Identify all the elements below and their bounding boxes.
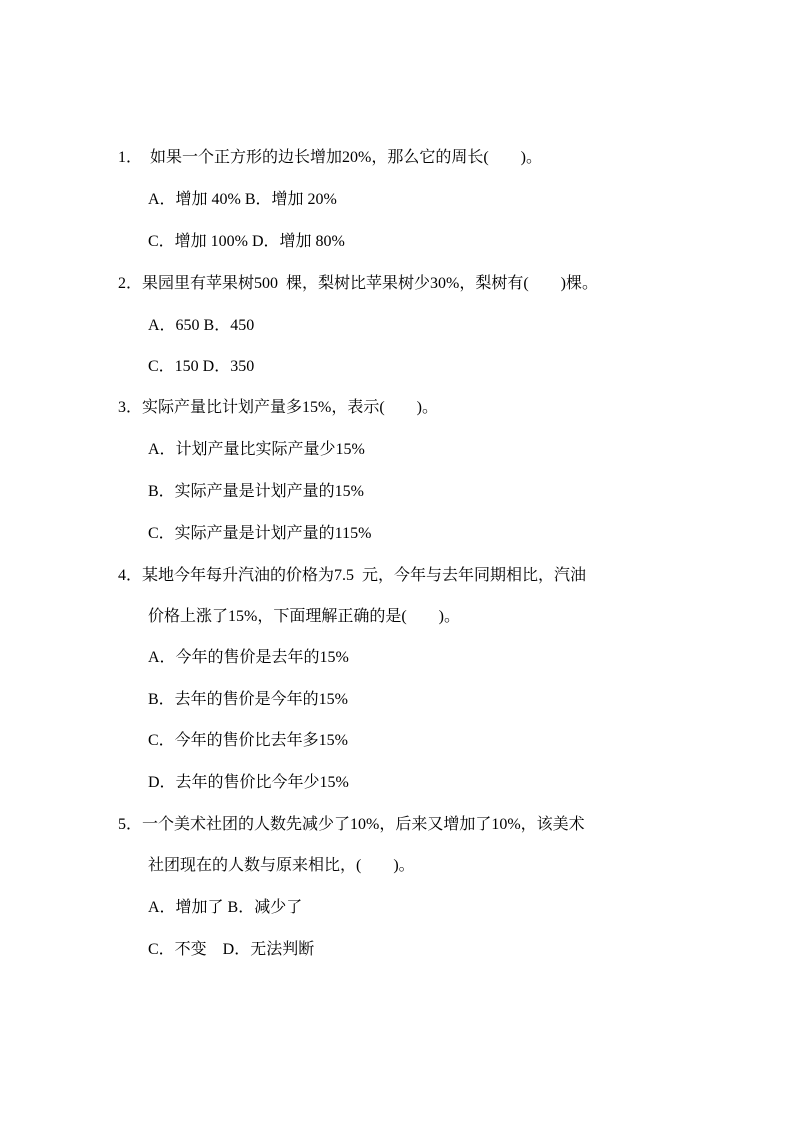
question-5-stem-line-1: 5．一个美术社团的人数先减少了10%，后来又增加了10%，该美术 [118, 816, 585, 833]
question-2-stem: 2．果园里有苹果树500 棵，梨树比苹果树少30%，梨树有( )棵。 [118, 275, 598, 292]
question-1-options-line-2: C．增加 100% D．增加 80% [148, 233, 345, 250]
question-4-stem-line-1: 4．某地今年每升汽油的价格为7.5 元，今年与去年同期相比，汽油 [118, 567, 587, 584]
question-4-option-b: B．去年的售价是今年的15% [148, 691, 349, 708]
question-4-option-d: D．去年的售价比今年少15% [148, 774, 349, 791]
question-5-options-line-2: C．不变 D．无法判断 [148, 941, 315, 958]
question-2-options-line-2: C．150 D．350 [148, 358, 255, 375]
question-5-stem-line-2: 社团现在的人数与原来相比，( )。 [148, 857, 415, 874]
question-3-option-c: C．实际产量是计划产量的115% [148, 525, 372, 542]
question-1-options-line-1: A．增加 40% B．增加 20% [148, 191, 337, 208]
question-1-stem: 1． 如果一个正方形的边长增加20%，那么它的周长( )。 [118, 149, 542, 166]
question-3-option-b: B．实际产量是计划产量的15% [148, 483, 365, 500]
question-5-options-line-1: A．增加了 B．减少了 [148, 899, 303, 916]
question-3-option-a: A．计划产量比实际产量少15% [148, 441, 365, 458]
question-3-stem: 3．实际产量比计划产量多15%，表示( )。 [118, 399, 438, 416]
question-2-options-line-1: A．650 B．450 [148, 317, 255, 334]
question-4-stem-line-2: 价格上涨了15%，下面理解正确的是( )。 [148, 608, 460, 625]
question-4-option-c: C．今年的售价比去年多15% [148, 732, 349, 749]
question-4-option-a: A．今年的售价是去年的15% [148, 649, 349, 666]
